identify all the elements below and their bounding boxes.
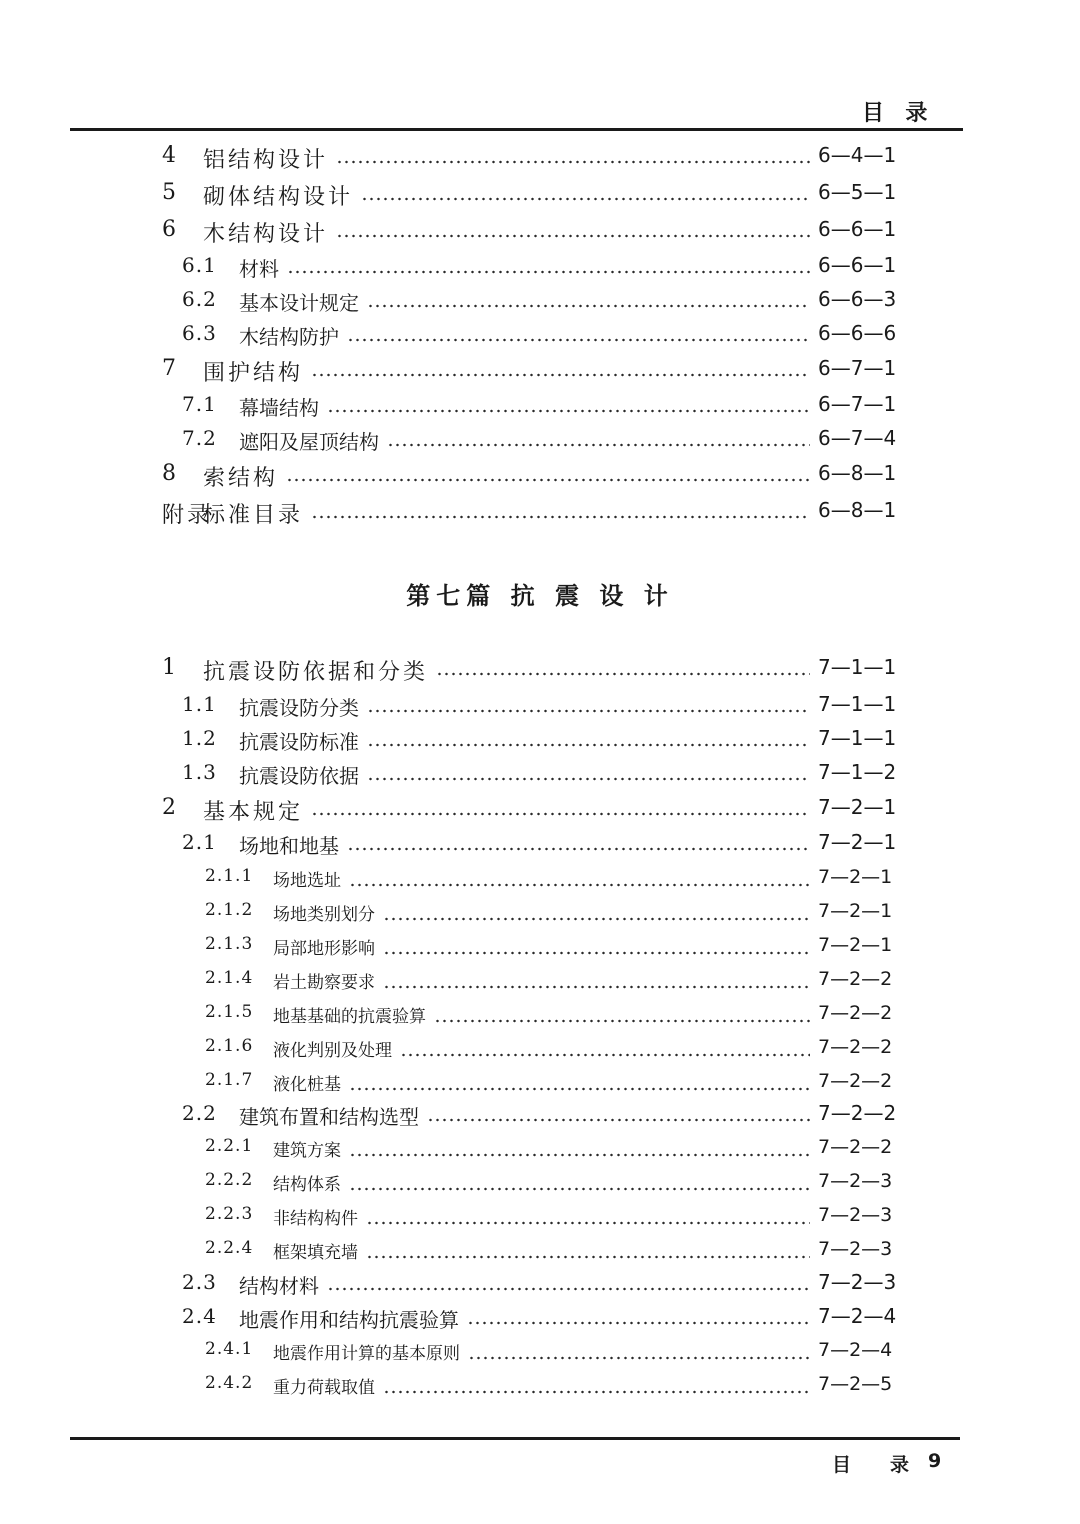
- toc-entry-title: 基本设计规定: [239, 291, 359, 315]
- toc-entry-page: 6—6—1: [818, 253, 897, 277]
- toc-entry: [0, 1373, 1080, 1403]
- toc-dot-leader: [367, 304, 810, 308]
- toc-entry: [0, 1304, 1080, 1334]
- toc-entry-page: 7—2—1: [818, 934, 893, 956]
- toc-entry-number: 1.1: [182, 692, 217, 716]
- toc-entry-number: 7.2: [182, 426, 217, 450]
- toc-entry-page: 7—2—2: [818, 1036, 893, 1058]
- toc-entry-page: 7—2—2: [818, 1101, 897, 1125]
- toc-entry-number: 7: [162, 356, 179, 381]
- toc-entry-number: 2.1.2: [205, 900, 254, 920]
- toc-entry: [0, 968, 1080, 998]
- toc-entry-page: 7—2—3: [818, 1238, 893, 1260]
- toc-entry-title: 铝结构设计: [203, 148, 329, 173]
- toc-entry: [0, 1002, 1080, 1032]
- toc-entry-title: 地震作用计算的基本原则: [273, 1344, 460, 1364]
- toc-dot-leader: [311, 373, 810, 377]
- toc-entry-page: 6—6—1: [818, 217, 897, 241]
- toc-dot-leader: [383, 985, 810, 989]
- toc-entry-title: 幕墙结构: [239, 396, 319, 420]
- toc-entry-number: 6.3: [182, 321, 217, 345]
- toc-dot-leader: [349, 1153, 810, 1157]
- toc-entry-page: 7—1—2: [818, 760, 897, 784]
- toc-entry: [0, 830, 1080, 860]
- toc-entry-number: 2.1.4: [205, 968, 254, 988]
- toc-entry-number: 2.4: [182, 1304, 217, 1328]
- toc-entry-title: 抗震设防分类: [239, 696, 359, 720]
- toc-entry: [0, 498, 1080, 528]
- toc-entry-title: 建筑方案: [273, 1141, 341, 1161]
- toc-entry-title: 木结构防护: [239, 325, 339, 349]
- toc-dot-leader: [436, 672, 810, 676]
- toc-entry-title: 液化桩基: [273, 1075, 341, 1095]
- header-divider: [70, 128, 963, 131]
- toc-entry: [0, 426, 1080, 456]
- page-number: 9: [928, 1450, 942, 1472]
- toc-entry-number: 2.1.6: [205, 1036, 254, 1056]
- toc-dot-leader: [387, 443, 810, 447]
- section-title: 第七篇 抗 震 设 计: [406, 582, 674, 610]
- toc-entry-number: 2.1.3: [205, 934, 254, 954]
- toc-entry-page: 7—1—1: [818, 692, 897, 716]
- toc-entry-page: 7—2—2: [818, 968, 893, 990]
- toc-dot-leader: [311, 812, 810, 816]
- toc-dot-leader: [286, 478, 810, 482]
- toc-entry-title: 抗震设防依据和分类: [203, 660, 429, 685]
- toc-entry-page: 6—4—1: [818, 143, 897, 167]
- toc-entry: [0, 795, 1080, 825]
- toc-entry: [0, 934, 1080, 964]
- toc-dot-leader: [400, 1053, 810, 1057]
- toc-dot-leader: [336, 160, 810, 164]
- toc-entry-page: 7—2—2: [818, 1070, 893, 1092]
- toc-entry-page: 6—7—1: [818, 356, 897, 380]
- toc-entry-title: 基本规定: [203, 800, 304, 825]
- toc-entry-number: 4: [162, 143, 179, 168]
- toc-dot-leader: [349, 1187, 810, 1191]
- toc-entry-page: 7—2—3: [818, 1270, 897, 1294]
- toc-entry-page: 6—6—3: [818, 287, 897, 311]
- toc-entry: [0, 1339, 1080, 1369]
- toc-dot-leader: [367, 777, 810, 781]
- toc-entry-number: 2.2: [182, 1101, 217, 1125]
- toc-entry-title: 场地和地基: [239, 834, 339, 858]
- toc-entry-title: 砌体结构设计: [203, 185, 354, 210]
- toc-entry: [0, 692, 1080, 722]
- toc-entry: [0, 1036, 1080, 1066]
- toc-entry-page: 6—8—1: [818, 498, 897, 522]
- toc-entry-title: 非结构构件: [273, 1209, 358, 1229]
- toc-dot-leader: [383, 917, 810, 921]
- toc-entry: [0, 1136, 1080, 1166]
- toc-dot-leader: [311, 515, 810, 519]
- toc-entry-page: 7—1—1: [818, 726, 897, 750]
- toc-entry: [0, 392, 1080, 422]
- toc-entry-number: 2.2.3: [205, 1204, 254, 1224]
- toc-dot-leader: [427, 1118, 810, 1122]
- toc-entry-title: 结构材料: [239, 1274, 319, 1298]
- toc-entry: [0, 1101, 1080, 1131]
- toc-entry-title: 遮阳及屋顶结构: [239, 430, 379, 454]
- toc-dot-leader: [468, 1356, 810, 1360]
- toc-entry-title: 围护结构: [203, 361, 304, 386]
- toc-entry: [0, 461, 1080, 491]
- toc-entry-number: 6.2: [182, 287, 217, 311]
- toc-entry-number: 2.4.2: [205, 1373, 254, 1393]
- toc-entry-number: 2.1.1: [205, 866, 254, 886]
- toc-entry-page: 6—8—1: [818, 461, 897, 485]
- footer-label-left: 目: [832, 1454, 852, 1476]
- toc-entry: [0, 866, 1080, 896]
- toc-entry-title: 重力荷载取值: [273, 1378, 375, 1398]
- toc-entry-title: 框架填充墙: [273, 1243, 358, 1263]
- toc-entry-number: 8: [162, 461, 179, 486]
- toc-entry: [0, 900, 1080, 930]
- toc-entry-page: 7—2—2: [818, 1136, 893, 1158]
- toc-dot-leader: [347, 338, 810, 342]
- toc-entry-title: 抗震设防标准: [239, 730, 359, 754]
- toc-entry-title: 抗震设防依据: [239, 764, 359, 788]
- toc-entry: [0, 1070, 1080, 1100]
- toc-entry: [0, 321, 1080, 351]
- toc-dot-leader: [349, 883, 810, 887]
- toc-entry: [0, 217, 1080, 247]
- toc-entry: [0, 180, 1080, 210]
- toc-entry-page: 7—2—4: [818, 1304, 897, 1328]
- toc-entry: [0, 253, 1080, 283]
- toc-entry-page: 7—2—1: [818, 866, 893, 888]
- toc-entry-number: 1.3: [182, 760, 217, 784]
- toc-entry-number: 2: [162, 795, 179, 820]
- toc-dot-leader: [366, 1221, 810, 1225]
- toc-entry-title: 岩土勘察要求: [273, 973, 375, 993]
- toc-dot-leader: [467, 1321, 810, 1325]
- toc-entry-page: 7—2—3: [818, 1170, 893, 1192]
- toc-entry-title: 场地选址: [273, 871, 341, 891]
- toc-entry-title: 标准目录: [203, 503, 304, 528]
- toc-dot-leader: [434, 1019, 810, 1023]
- toc-entry-title: 局部地形影响: [273, 939, 375, 959]
- toc-dot-leader: [367, 709, 810, 713]
- toc-entry-page: 6—6—6: [818, 321, 897, 345]
- toc-entry-number: 5: [162, 180, 179, 205]
- toc-entry-title: 索结构: [203, 466, 279, 491]
- toc-entry-title: 液化判别及处理: [273, 1041, 392, 1061]
- toc-entry: [0, 655, 1080, 685]
- toc-entry-page: 6—5—1: [818, 180, 897, 204]
- toc-entry-number: 2.2.2: [205, 1170, 254, 1190]
- toc-entry-page: 6—7—1: [818, 392, 897, 416]
- toc-entry-page: 7—2—1: [818, 900, 893, 922]
- toc-entry-number: 7.1: [182, 392, 217, 416]
- toc-dot-leader: [336, 234, 810, 238]
- toc-entry-number: 2.3: [182, 1270, 217, 1294]
- toc-dot-leader: [366, 1255, 810, 1259]
- toc-entry-page: 7—2—1: [818, 795, 897, 819]
- toc-entry-page: 7—2—2: [818, 1002, 893, 1024]
- toc-entry-page: 7—2—5: [818, 1373, 893, 1395]
- toc-entry: [0, 356, 1080, 386]
- toc-entry-page: 7—1—1: [818, 655, 897, 679]
- toc-dot-leader: [327, 409, 810, 413]
- toc-entry-number: 6.1: [182, 253, 217, 277]
- toc-entry-title: 地基基础的抗震验算: [273, 1007, 426, 1027]
- toc-entry-page: 7—2—3: [818, 1204, 893, 1226]
- toc-entry: [0, 726, 1080, 756]
- footer-label-right: 录: [890, 1454, 910, 1476]
- toc-entry-number: 2.4.1: [205, 1339, 254, 1359]
- toc-dot-leader: [367, 743, 810, 747]
- toc-entry-title: 材料: [239, 257, 279, 281]
- toc-entry-title: 场地类别划分: [273, 905, 375, 925]
- toc-dot-leader: [383, 1390, 810, 1394]
- toc-entry: [0, 287, 1080, 317]
- toc-dot-leader: [383, 951, 810, 955]
- toc-dot-leader: [349, 1087, 810, 1091]
- toc-entry: [0, 1204, 1080, 1234]
- toc-entry-number: 附录: [162, 503, 213, 528]
- toc-entry-title: 建筑布置和结构选型: [239, 1105, 419, 1129]
- toc-entry-number: 2.2.4: [205, 1238, 254, 1258]
- toc-entry: [0, 1170, 1080, 1200]
- toc-entry: [0, 1270, 1080, 1300]
- toc-entry-number: 2.1.7: [205, 1070, 254, 1090]
- toc-entry: [0, 143, 1080, 173]
- footer-divider: [70, 1437, 960, 1440]
- toc-entry-number: 1.2: [182, 726, 217, 750]
- toc-entry-number: 2.1: [182, 830, 217, 854]
- toc-entry-number: 2.2.1: [205, 1136, 254, 1156]
- toc-entry-number: 2.1.5: [205, 1002, 254, 1022]
- toc-dot-leader: [347, 847, 810, 851]
- toc-entry: [0, 1238, 1080, 1268]
- toc-entry-page: 6—7—4: [818, 426, 897, 450]
- toc-entry-title: 地震作用和结构抗震验算: [239, 1308, 459, 1332]
- toc-entry-page: 7—2—4: [818, 1339, 893, 1361]
- toc-dot-leader: [287, 270, 810, 274]
- toc-entry-number: 6: [162, 217, 179, 242]
- toc-entry-title: 结构体系: [273, 1175, 341, 1195]
- toc-entry-number: 1: [162, 655, 179, 680]
- toc-dot-leader: [327, 1287, 810, 1291]
- toc-entry: [0, 760, 1080, 790]
- toc-entry-title: 木结构设计: [203, 222, 329, 247]
- toc-dot-leader: [361, 197, 810, 201]
- page-header-title: 目 录: [862, 101, 930, 126]
- toc-entry-page: 7—2—1: [818, 830, 897, 854]
